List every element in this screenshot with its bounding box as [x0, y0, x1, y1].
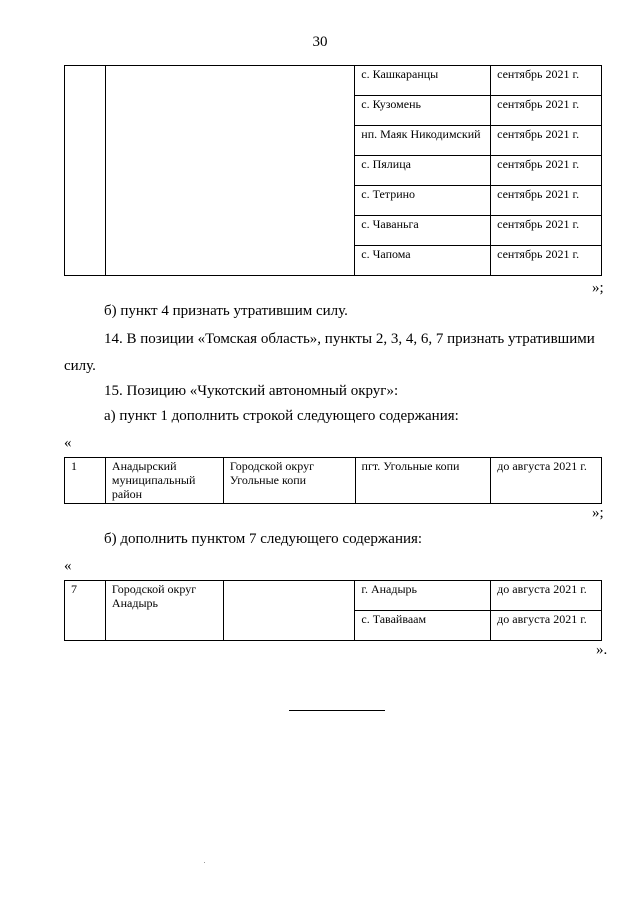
table-cell-place: нп. Маяк Никодимский [355, 126, 491, 156]
table-cell-place: с. Тавайваам [355, 611, 491, 641]
table-cell-date: сентябрь 2021 г. [491, 216, 602, 246]
table-cell-place: с. Тетрино [355, 186, 491, 216]
table-cell-date: до августа 2021 г. [491, 611, 602, 641]
table-cell-date: сентябрь 2021 г. [491, 156, 602, 186]
table-cell-place: с. Чапома [355, 246, 491, 276]
opening-quote-mark: « [64, 558, 72, 574]
closing-quote-mark: ». [596, 642, 608, 658]
paragraph-15: 15. Позицию «Чукотский автономный округ»: [104, 383, 399, 399]
opening-quote-mark: « [64, 435, 72, 451]
table-row [65, 581, 602, 611]
anadyr-okrug-table [64, 580, 602, 641]
table-cell-date: сентябрь 2021 г. [491, 246, 602, 276]
table-cell-number: 1 [65, 458, 106, 504]
table-cell-district: Городской округ Анадырь [105, 581, 223, 641]
table-row [65, 66, 602, 96]
table-cell-okrug [223, 581, 355, 641]
settlements-table-continuation [64, 65, 602, 276]
paragraph-b-point4: б) пункт 4 признать утратившим силу. [104, 303, 348, 319]
table-cell-district [105, 66, 354, 276]
table-cell-okrug: Городской округ Угольные копи [223, 458, 355, 504]
page-number: 30 [312, 34, 328, 50]
closing-quote-mark: »; [592, 505, 604, 521]
table-cell-place: пгт. Угольные копи [355, 458, 491, 504]
end-rule-divider [289, 710, 385, 711]
table-cell-date: до августа 2021 г. [491, 458, 602, 504]
paragraph-a-point1: а) пункт 1 дополнить строкой следующего содержания: [104, 408, 459, 424]
table-cell-place: с. Кузомень [355, 96, 491, 126]
table-cell-date: до августа 2021 г. [491, 581, 602, 611]
scan-speck [204, 862, 205, 863]
anadyr-district-table [64, 457, 602, 504]
table-cell-district: Анадырский муниципальный район [105, 458, 223, 504]
paragraph-14-line1: 14. В позиции «Томская область», пункты 2, 3, 4, 6, 7 признать утратившими [104, 331, 595, 347]
closing-quote-mark: »; [592, 280, 604, 296]
paragraph-b-point7: б) дополнить пунктом 7 следующего содержания: [104, 531, 423, 547]
table-cell-place: с. Чаваньга [355, 216, 491, 246]
table-cell-date: сентябрь 2021 г. [491, 96, 602, 126]
table-cell-number: 7 [65, 581, 106, 641]
table-cell-date: сентябрь 2021 г. [491, 186, 602, 216]
table-cell-place: с. Пялица [355, 156, 491, 186]
table-cell-place: г. Анадырь [355, 581, 491, 611]
table-cell-date: сентябрь 2021 г. [491, 66, 602, 96]
table-cell-number [65, 66, 106, 276]
paragraph-14-line2: силу. [64, 358, 96, 374]
table-cell-date: сентябрь 2021 г. [491, 126, 602, 156]
table-row [65, 458, 602, 504]
table-cell-place: с. Кашкаранцы [355, 66, 491, 96]
